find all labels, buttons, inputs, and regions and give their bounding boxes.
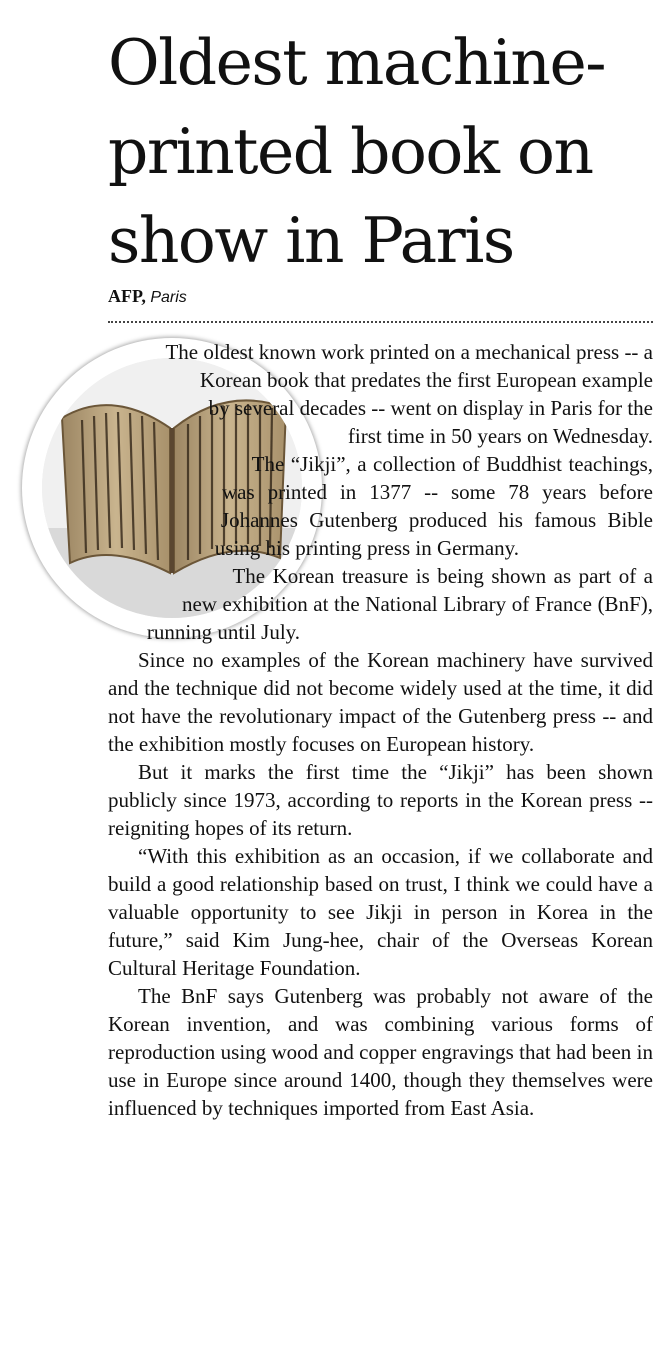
paragraph-6: “With this exhibition as an occasion, if we collaborate and build a good relationship based on trust, I think we could have a valuable opportunity to see Jikji in person in Korea in the future,” said Kim Jung-hee, chair of the Overseas Korean Cultural Heritage Foundation. xyxy=(108,844,653,980)
byline xyxy=(108,286,187,307)
paragraph-1: The oldest known work printed on a mechanical press -- a Korean book that predates the first European example by several decades -- went on display in Paris for the first time in 50 years on Wednesday. xyxy=(165,340,653,448)
paragraph-3: The Korean treasure is being shown as part of a new exhibition at the National Library of France (BnF), running until July. xyxy=(146,564,653,644)
headline: Oldest machine-printed book on show in Paris xyxy=(108,26,606,277)
dotted-divider xyxy=(108,321,653,323)
byline-agency: AFP, xyxy=(108,286,146,306)
paragraph-4: Since no examples of the Korean machinery have survived and the technique did not become widely used at the time, it did not have the revolutionary impact of the Gutenberg press -- and the exhibition mostly focuses on European history. xyxy=(108,648,653,756)
paragraph-5: But it marks the first time the “Jikji” has been shown publicly since 1973, according to reports in the Korean press -- reigniting hopes of its return. xyxy=(108,760,653,840)
article-body xyxy=(108,338,653,1122)
paragraph-7: The BnF says Gutenberg was probably not aware of the Korean invention, and was combining various forms of reproduction using wood and copper engravings that had been in use in Europe since around 1400, though they themselves were influenced by techniques imported from East Asia. xyxy=(108,984,653,1120)
byline-dateline: Paris xyxy=(150,289,187,306)
paragraph-2: The “Jikji”, a collection of Buddhist teachings, was printed in 1377 -- some 78 years before Johannes Gutenberg produced his famous Bible using his printing press in Germany. xyxy=(214,452,653,560)
